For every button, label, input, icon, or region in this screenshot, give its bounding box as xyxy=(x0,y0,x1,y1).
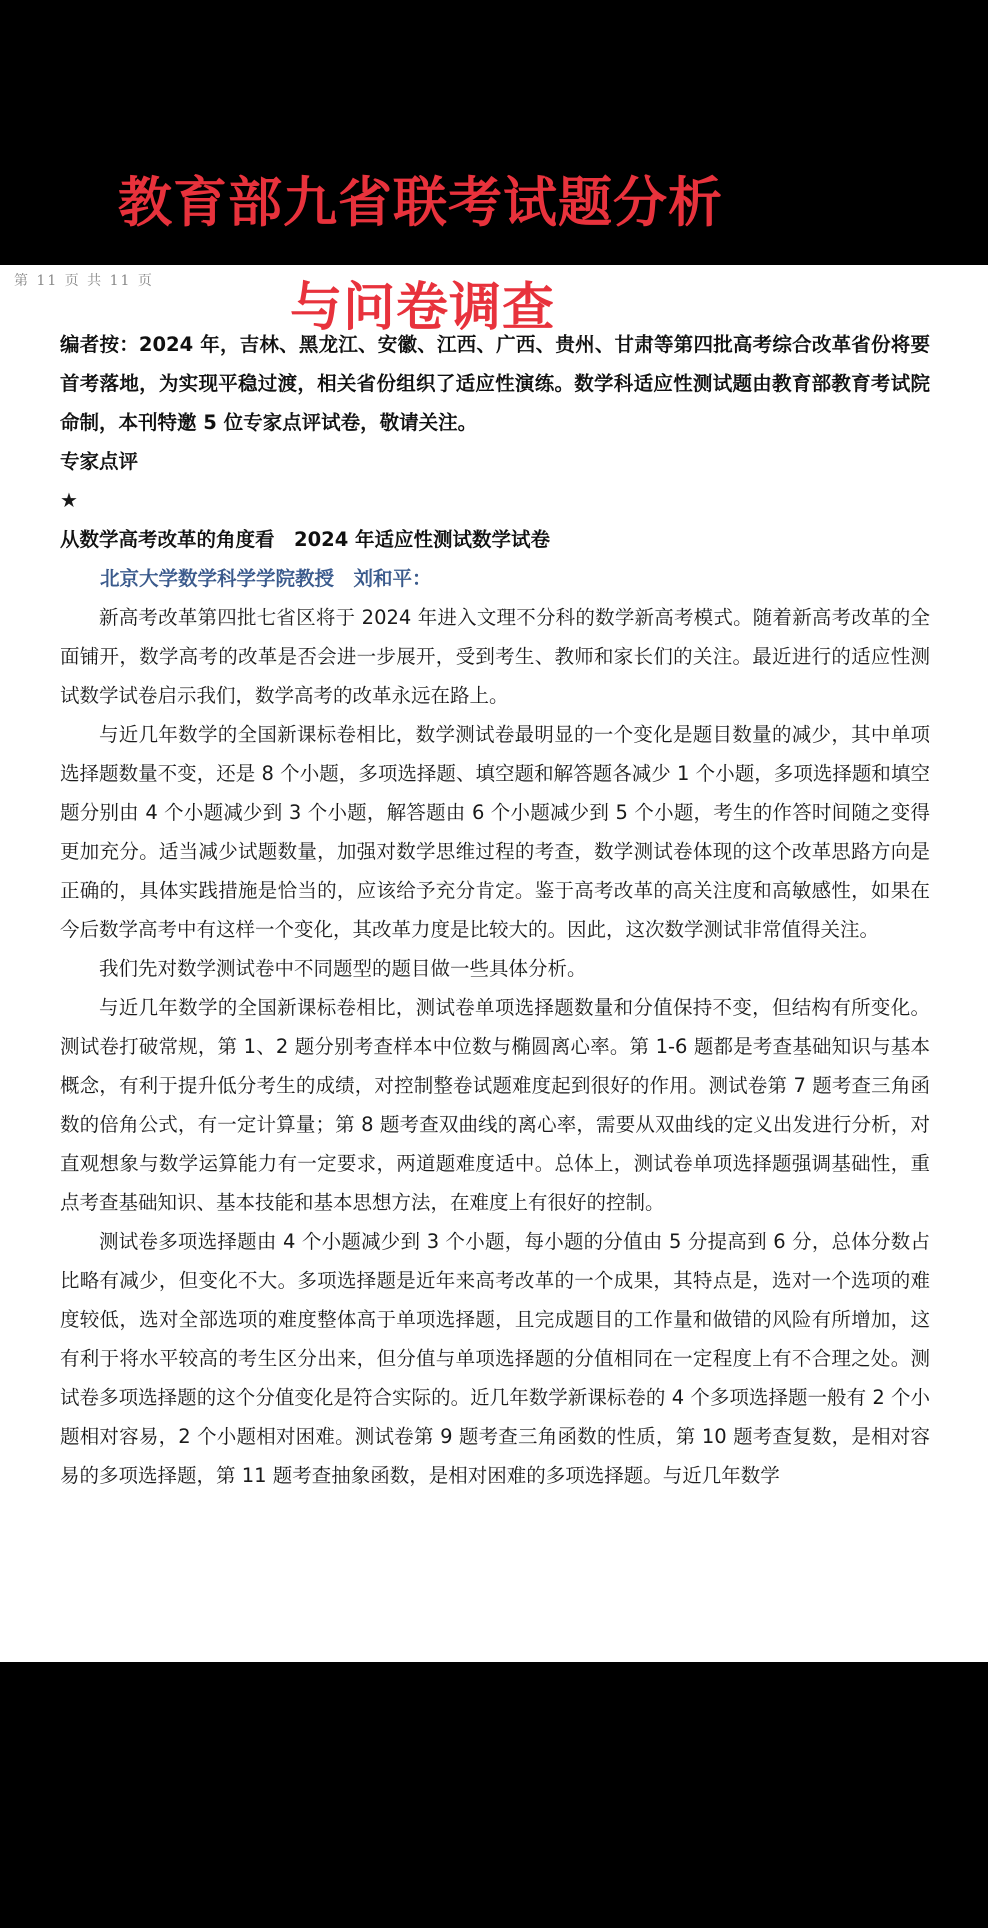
paragraph: 测试卷多项选择题由 4 个小题减少到 3 个小题，每小题的分值由 5 分提高到 6 分，总体分数占比略有减少，但变化不大。多项选择题是近年来高考改革的一个成果，其特点是，选对一个选项的难度较低，选对全部选项的难度整体高于单项选择题，且完成题目的工作量和做错的风险有所增加，这有利于将水平较高的考生区分出来，但分值与单项选择题的分值相同在一定程度上有不合理之处。测试卷多项选择题的这个分值变化是符合实际的。近几年数学新课标卷的 4 个多项选择题一般有 2 个小题相对容易，2 个小题相对困难。测试卷第 9 题考查三角函数的性质，第 10 题考查复数，是相对容易的多项选择题，第 11 题考查抽象函数，是相对困难的多项选择题。与近几年数学 xyxy=(60,1230,930,1487)
headline-subtitle: 与问卷调查 xyxy=(290,278,556,338)
editor-note: 编者按：2024 年，吉林、黑龙江、安徽、江西、广西、贵州、甘肃等第四批高考综合改革省份将要首考落地，为实现平稳过渡，相关省份组织了适应性演练。数学科适应性测试题由教育部教育考试院命制，本刊特邀 5 位专家点评试卷，敬请关注。 xyxy=(60,333,930,434)
article-body xyxy=(60,325,930,1495)
paragraph: 新高考改革第四批七省区将于 2024 年进入文理不分科的数学新高考模式。随着新高考改革的全面铺开，数学高考的改革是否会进一步展开，受到考生、教师和家长们的关注。最近进行的适应性测试数学试卷启示我们，数学高考的改革永远在路上。 xyxy=(60,606,930,707)
headline-title: 教育部九省联考试题分析 xyxy=(118,171,723,234)
document-page xyxy=(0,265,988,1662)
author-byline: 北京大学数学科学学院教授 刘和平： xyxy=(100,567,432,590)
paragraph: 与近几年数学的全国新课标卷相比，数学测试卷最明显的一个变化是题目数量的减少，其中单项选择题数量不变，还是 8 个小题，多项选择题、填空题和解答题各减少 1 个小题，多项选择题和填空题分别由 4 个小题减少到 3 个小题，解答题由 6 个小题减少到 5 个小题，考生的作答时间随之变得更加充分。适当减少试题数量，加强对数学思维过程的考查，数学测试卷体现的这个改革思路方向是正确的，具体实践措施是恰当的，应该给予充分肯定。鉴于高考改革的高关注度和高敏感性，如果在今后数学高考中有这样一个变化，其改革力度是比较大的。因此，这次数学测试非常值得关注。 xyxy=(60,723,930,941)
paragraph: 与近几年数学的全国新课标卷相比，测试卷单项选择题数量和分值保持不变，但结构有所变化。测试卷打破常规，第 1、2 题分别考查样本中位数与椭圆离心率。第 1-6 题都是考查基础知识与基本概念，有利于提升低分考生的成绩，对控制整卷试题难度起到很好的作用。测试卷第 7 题考查三角函数的倍角公式，有一定计算量；第 8 题考查双曲线的离心率，需要从双曲线的定义出发进行分析，对直观想象与数学运算能力有一定要求，两道题难度适中。总体上，测试卷单项选择题强调基础性，重点考查基础知识、基本技能和基本思想方法，在难度上有很好的控制。 xyxy=(60,996,930,1214)
essay-title: 从数学高考改革的角度看 2024 年适应性测试数学试卷 xyxy=(60,528,551,551)
paragraph: 我们先对数学测试卷中不同题型的题目做一些具体分析。 xyxy=(99,957,587,980)
page-number: 第 11 页 共 11 页 xyxy=(14,273,154,289)
bottom-black-band xyxy=(0,1662,988,1928)
star-icon: ★ xyxy=(60,488,78,512)
section-label: 专家点评 xyxy=(60,450,139,473)
